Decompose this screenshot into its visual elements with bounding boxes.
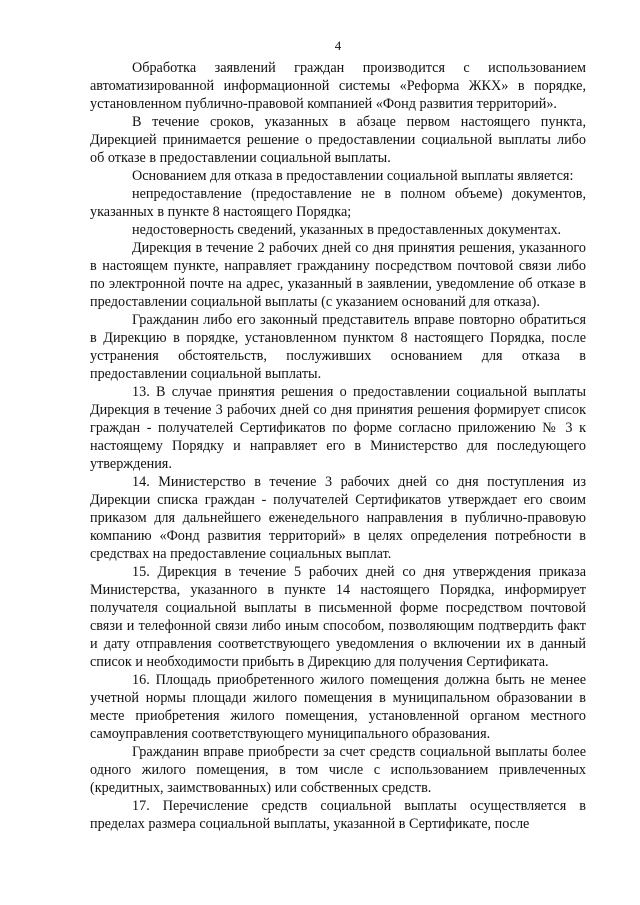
paragraph-multiple-dwellings: Гражданин вправе приобрести за счет средств социальной выплаты более одного жилого помещения, в том числе с использованием привлеченных (кредитных, заимствованных) или собственных средств. <box>90 744 586 796</box>
paragraph-item-14: 14. Министерство в течение 3 рабочих дней со дня поступления из Дирекции списка граждан - получателей Сертификатов утверждает его своим приказом для дальнейшего еженедельного направления в публично-правовую компанию «Фонд развития территорий» в целях определения потребности в средствах на предоставление социальных выплат. <box>90 474 586 562</box>
paragraph-refusal-ground-false-info: недостоверность сведений, указанных в предоставленных документах. <box>132 222 562 238</box>
paragraph-refusal-ground-documents: непредоставление (предоставление не в полном объеме) документов, указанных в пункте 8 настоящего Порядка; <box>90 186 586 220</box>
paragraph-refusal-grounds: Основанием для отказа в предоставлении социальной выплаты является: <box>132 168 574 184</box>
page-number: 4 <box>334 38 342 53</box>
paragraph-refusal-notice: Дирекция в течение 2 рабочих дней со дня принятия решения, указанного в настоящем пункте, направляет гражданину посредством почтовой связи либо по электронной почте на адрес, указанный в заявлении, уведомление об отказе в предоставлении социальной выплаты (с указанием оснований для отказа). <box>90 240 586 310</box>
paragraph-item-17: 17. Перечисление средств социальной выплаты осуществляется в пределах размера социальной выплаты, указанной в Сертификате, после <box>90 798 586 832</box>
paragraph-item-16: 16. Площадь приобретенного жилого помещения должна быть не менее учетной нормы площади жилого помещения в муниципальном образовании в месте приобретения жилого помещения, установленной органом местного самоуправления соответствующего муниципального образования. <box>90 672 586 742</box>
paragraph-processing-system: Обработка заявлений граждан производится с использованием автоматизированной информационной системы «Реформа ЖКХ» в порядке, установленном публично-правовой компанией «Фонд развития территорий». <box>90 60 586 112</box>
paragraph-item-15: 15. Дирекция в течение 5 рабочих дней со дня утверждения приказа Министерства, указанного в пункте 14 настоящего Порядка, информирует получателя социальной выплаты в письменной форме посредством почтовой связи и телефонной связи либо иным способом, позволяющим подтвердить факт и дату отправления соответствующего уведомления о включении их в данный список и необходимости прибыть в Дирекцию для получения Сертификата. <box>90 564 586 670</box>
paragraph-item-13: 13. В случае принятия решения о предоставлении социальной выплаты Дирекция в течение 3 рабочих дней со дня принятия решения формирует список граждан - получателей Сертификатов по форме согласно приложению № 3 к настоящему Порядку и направляет его в Министерство для последующего утверждения. <box>90 384 586 472</box>
paragraph-decision: В течение сроков, указанных в абзаце первом настоящего пункта, Дирекцией принимается решение о предоставлении социальной выплаты либо об отказе в предоставлении социальной выплаты. <box>90 114 586 166</box>
paragraph-repeat-application: Гражданин либо его законный представитель вправе повторно обратиться в Дирекцию в порядке, установленном пунктом 8 настоящего Порядка, после устранения обстоятельств, послуживших основанием для отказа в предоставлении социальной выплаты. <box>90 312 586 382</box>
